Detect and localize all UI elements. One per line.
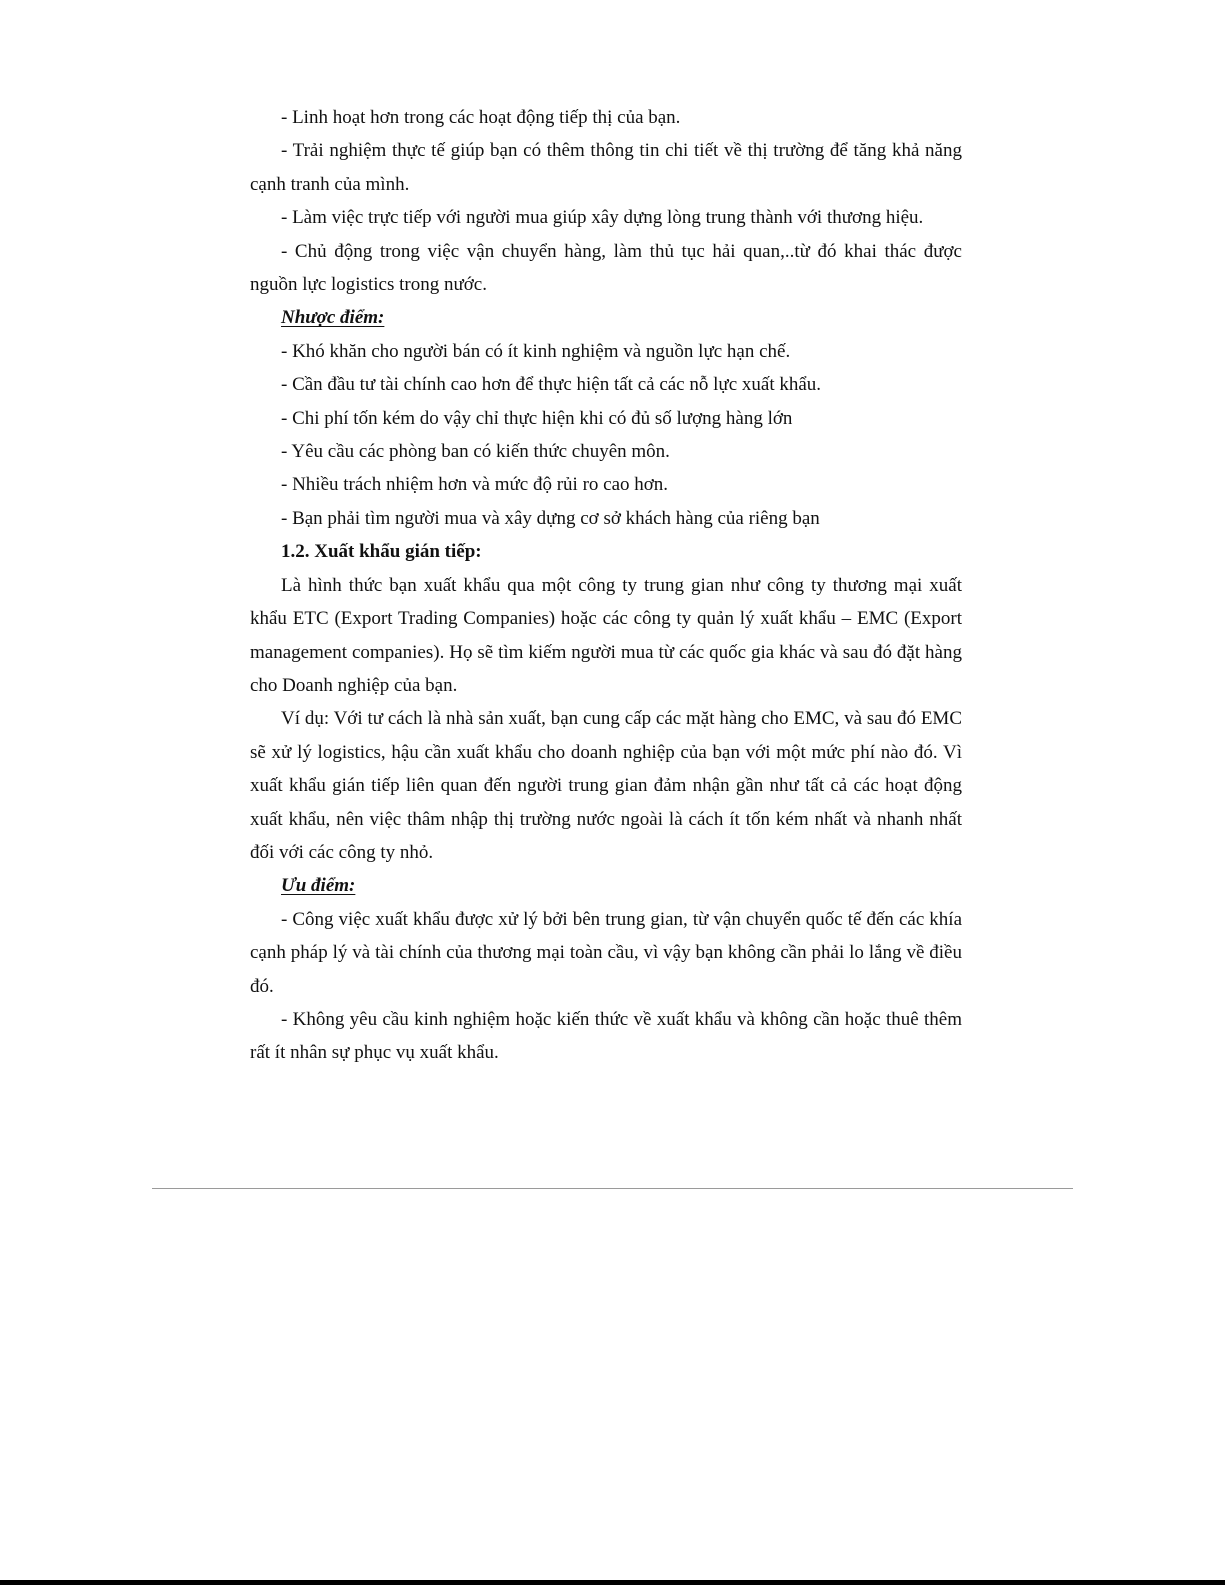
disadvantage-item: - Chi phí tốn kém do vậy chỉ thực hiện khi có đủ số lượng hàng lớn [281,407,793,429]
advantages-heading: Ưu điểm: [281,875,356,897]
disadvantage-item: - Bạn phải tìm người mua và xây dựng cơ sở khách hàng của riêng bạn [281,507,820,529]
section-paragraph-definition: Là hình thức bạn xuất khẩu qua một công ty trung gian như công ty thương mại xuất khẩu ETC (Export Trading Companies) hoặc các công ty quản lý xuất khẩu – EMC (Export management companies). Họ sẽ tìm kiếm người mua từ các quốc gia khác và sau đó đặt hàng cho Doanh nghiệp của bạn. [250,574,962,696]
section-heading-indirect-export: 1.2. Xuất khẩu gián tiếp: [281,541,482,563]
document-body [250,101,962,1070]
disadvantages-heading: Nhược điểm: [281,307,385,329]
advantage-line-logistics: - Chủ động trong việc vận chuyển hàng, làm thủ tục hải quan,..từ đó khai thác được nguồn lực logistics trong nước. [250,240,962,296]
disadvantage-item: - Khó khăn cho người bán có ít kinh nghiệm và nguồn lực hạn chế. [281,340,791,362]
disadvantage-item: - Cần đầu tư tài chính cao hơn để thực hiện tất cả các nỗ lực xuất khẩu. [281,374,822,396]
page-bottom-edge [0,1580,1225,1585]
advantage-line-flexible-marketing: - Linh hoạt hơn trong các hoạt động tiếp thị của bạn. [281,107,681,128]
disadvantage-item: - Nhiều trách nhiệm hơn và mức độ rủi ro cao hơn. [281,474,669,496]
advantage-line-market-experience: - Trải nghiệm thực tế giúp bạn có thêm thông tin chi tiết về thị trường để tăng khả năng cạnh tranh của mình. [250,140,962,195]
advantage-item: - Không yêu cầu kinh nghiệm hoặc kiến thức về xuất khẩu và không cần hoặc thuê thêm rất ít nhân sự phục vụ xuất khẩu. [250,1008,962,1064]
advantage-item: - Công việc xuất khẩu được xử lý bởi bên trung gian, từ vận chuyển quốc tế đến các khía cạnh pháp lý và tài chính của thương mại toàn cầu, vì vậy bạn không cần phải lo lắng về điều đó. [250,908,962,997]
disadvantage-item: - Yêu cầu các phòng ban có kiến thức chuyên môn. [281,441,670,463]
advantage-line-brand-loyalty: - Làm việc trực tiếp với người mua giúp xây dựng lòng trung thành với thương hiệu. [281,207,924,229]
footer-divider [152,1188,1073,1189]
section-paragraph-example: Ví dụ: Với tư cách là nhà sản xuất, bạn cung cấp các mặt hàng cho EMC, và sau đó EMC sẽ xử lý logistics, hậu cần xuất khẩu cho doanh nghiệp của bạn với một mức phí nào đó. Vì xuất khẩu gián tiếp liên quan đến người trung gian đảm nhận gần như tất cả các hoạt động xuất khẩu, nên việc thâm nhập thị trường nước ngoài là cách ít tốn kém nhất và nhanh nhất đối với các công ty nhỏ. [250,708,962,863]
